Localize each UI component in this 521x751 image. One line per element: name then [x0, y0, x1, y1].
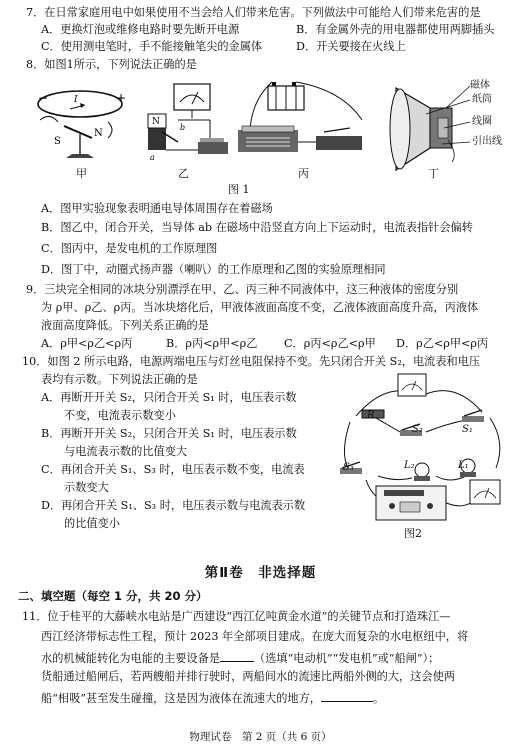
q9-option-d: D．ρ乙<ρ甲<ρ丙 — [396, 337, 489, 350]
figure-1-yi — [142, 80, 234, 166]
q8-option-b: B．图乙中，闭合开关，当导体 ab 在磁场中沿竖直方向上下运动时，电流表指针会偏转 — [41, 221, 473, 234]
q7-option-a: A．更换灯泡或维修电路时要先断开电源 — [41, 23, 240, 36]
q10-option-a-line-2: 不变，电流表示数变小 — [64, 409, 176, 422]
figure-1-label-bing: 丙 — [298, 167, 309, 180]
svg-text:S: S — [54, 136, 61, 147]
svg-text:−: − — [38, 91, 49, 105]
q9-option-c: C．ρ丙<ρ乙<ρ甲 — [284, 337, 376, 350]
q7-stem: 7．在日常家庭用电中如果使用不当会给人们带来危害。下列做法中可能给人们带来危害的是 — [26, 6, 481, 19]
speaker-label-magnet: 磁体 — [470, 80, 490, 91]
q7-option-b: B．有金属外壳的用电器都使用两脚插头 — [296, 23, 495, 36]
q9-line-1: 9．三块完全相同的冰块分别漂浮在甲、乙、丙三种不同液体中，这三种液体的密度分别 — [26, 283, 459, 296]
speaker-label-lead: 引出线 — [472, 136, 502, 147]
q10-option-c-line-2: 示数变大 — [64, 481, 109, 494]
speaker-label-coil: 线圈 — [472, 116, 492, 127]
q11-answer-blank-2[interactable] — [321, 690, 373, 702]
figure-1-jia — [30, 82, 132, 168]
q11-line-1: 11．位于桂平的大藤峡水电站是广西建设“西江亿吨黄金水道”的关键节点和打造珠江— — [22, 610, 451, 623]
fill-in-section-heading: 二、填空题（每空 1 分，共 20 分） — [18, 589, 208, 603]
q11-line-2: 西江经济带标志性工程，预计 2023 年全部项目建成。在庞大而复杂的水电枢纽中，将 — [41, 630, 469, 643]
page-footer: 物理试卷 第 2 页（共 6 页） — [189, 731, 332, 743]
q11-line-5-text-a: 船“相吸”甚至发生碰撞，这是因为液体在流速大的地方， — [41, 692, 321, 705]
q10-line-2: 表均有示数。下列说法正确的是 — [41, 373, 198, 386]
q10-option-d-line-1: D．再闭合开关 S₁、S₃ 时，电压表示数与电流表示数 — [41, 499, 306, 512]
figure-2-caption: 图2 — [404, 527, 422, 540]
q11-line-5 — [41, 690, 384, 706]
q11-line-3 — [41, 650, 439, 666]
q10-option-c-line-1: C．再闭合开关 S₁、S₃ 时，电压表示数不变，电流表 — [41, 463, 305, 476]
part-2-title: 第Ⅱ卷 非选择题 — [204, 565, 317, 581]
figure-1-label-jia: 甲 — [76, 167, 87, 180]
q9-option-a: A．ρ甲<ρ乙<ρ丙 — [41, 337, 133, 350]
q11-line-4: 货船通过船闸后，若两艘船并排行驶时，两船间水的流速比两船外侧的大，这会使两 — [41, 670, 455, 683]
figure-1-caption: 图 1 — [228, 183, 250, 196]
figure-2-circuit — [326, 372, 514, 530]
q8-option-a: A．图甲实验现象表明通电导体周围存在着磁场 — [41, 202, 273, 215]
svg-text:b: b — [180, 123, 186, 132]
figure-2-label-s2: S₂ — [412, 424, 423, 435]
figure-2-label-s1: S₁ — [462, 424, 473, 435]
q7-option-c: C．使用测电笔时，手不能接触笔尖的金属体 — [41, 40, 263, 53]
q8-stem: 8．如图1所示，下列说法正确的是 — [26, 58, 197, 71]
q10-option-a-line-1: A．再断开开关 S₂，只闭合开关 S₁ 时，电压表示数 — [41, 391, 297, 404]
q11-line-3-text-a: 水的机械能转化为电能的主要设备是 — [41, 652, 221, 665]
q8-option-d: D．图丁中，动圈式扬声器（喇叭）的工作原理和乙图的实验原理相同 — [41, 263, 386, 276]
svg-text:+: + — [116, 91, 127, 105]
q7-option-d: D．开关要接在火线上 — [296, 40, 406, 53]
q11-line-3-text-b: （选填“电动机”“发电机”或“船闸”）； — [254, 652, 440, 665]
q10-line-1: 10．如图 2 所示电路，电源两端电压与灯丝电阻保持不变。先只闭合开关 S₂，电流表和电压 — [22, 355, 481, 368]
svg-text:N: N — [94, 128, 103, 139]
q10-option-b-line-2: 与电流表示数的比值变大 — [64, 445, 188, 458]
q9-line-2: 为 ρ甲、ρ乙、ρ丙。当冰块熔化后，甲液体液面高度不变，乙液体液面高度升高，丙液体 — [41, 301, 479, 314]
svg-text:I: I — [74, 95, 78, 105]
q11-answer-blank-1[interactable] — [220, 650, 254, 662]
figure-2-label-r: R — [367, 410, 375, 421]
q11-line-5-text-b: 。 — [372, 692, 385, 705]
figure-2-label-l1: L₁ — [458, 460, 469, 471]
svg-text:a: a — [150, 153, 155, 162]
figure-2-label-s3: S₃ — [343, 462, 354, 473]
figure-1-bing — [232, 80, 380, 166]
q10-option-d-line-2: 的比值变小 — [64, 517, 120, 530]
svg-text:N: N — [152, 117, 160, 127]
figure-1-label-ding: 丁 — [428, 167, 439, 180]
q8-option-c: C．图丙中，是发电机的工作原理图 — [41, 242, 218, 255]
q9-line-3: 液面高度降低。下列关系正确的是 — [41, 319, 209, 332]
figure-1-label-yi: 乙 — [178, 167, 189, 180]
q9-option-b: B．ρ丙<ρ甲<ρ乙 — [166, 337, 258, 350]
figure-2-label-l2: L₂ — [404, 460, 415, 471]
q10-option-b-line-1: B．再断开开关 S₂，只闭合开关 S₁ 时，电压表示数 — [41, 427, 297, 440]
speaker-label-cone: 纸筒 — [472, 94, 492, 105]
